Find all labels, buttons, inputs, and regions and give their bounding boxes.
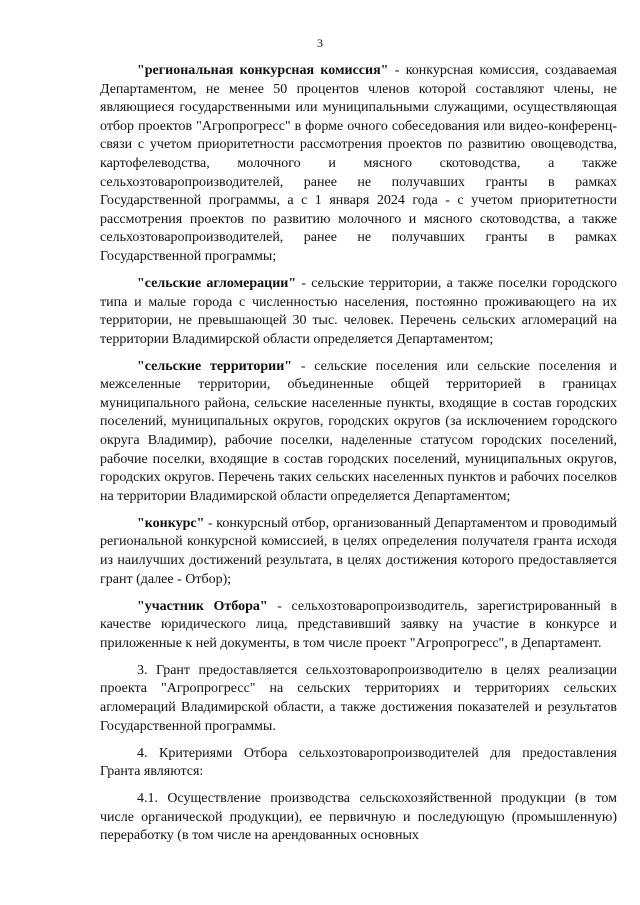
term-regional-commission: "региональная конкурсная комиссия" — [137, 63, 389, 78]
term-rural-territories: "сельские территории" — [137, 358, 293, 374]
term-contest: "конкурс" — [137, 515, 205, 531]
term-participant: "участник Отбора" — [137, 598, 268, 614]
clause-text: 4. Критериями Отбора сельхозтоваропроизводителей для предоставления Гранта являются: — [100, 745, 617, 780]
clause-3 — [100, 662, 617, 736]
clause-4-1 — [100, 790, 617, 846]
definition-rural-agglomerations — [100, 275, 617, 349]
document-body — [100, 62, 617, 854]
definition-regional-commission — [100, 62, 617, 267]
definition-contest — [100, 515, 617, 589]
clause-text: 3. Грант предоставляется сельхозтоваропроизводителю в целях реализации проекта "Агропрогресс" на сельских территориях и территориях сельских агломераций Владимирской области, а также достижения показателей и результатов Государственной программы. — [100, 662, 617, 734]
definition-text: - конкурсный отбор, организованный Департаментом и проводимый региональной конкурсной комиссией, в целях определения получателя гранта исходя из наилучших достижений результата, в целях достижения которого предоставляется грант (далее - Отбор); — [100, 515, 617, 587]
definition-text: - сельские территории, а также поселки городского типа и малые города с численностью населения, постоянно проживающего на их территории, не превышающей 30 тыс. человек. Перечень сельских агломераций на территории Владимирской области определяется Департаментом; — [100, 275, 617, 347]
definition-text: - сельские поселения или сельские поселения и межселенные территории, объединенные общей территорией в границах муниципального района, сельские населенные пункты, входящие в состав городских поселений, муниципальных округов, городских округов (за исключением городского округа Владимир), рабочие поселки, наделенные статусом городских поселений, рабочие поселки, входящие в состав городских поселений, муниципальных округов, городских округов. Перечень таких сельских населенных пунктов и рабочих поселков на территории Владимирской области определяется Департаментом; — [100, 358, 617, 504]
definition-text: - сельхозтоваропроизводитель, зарегистрированный в качестве юридического лица, представивший заявку на участие в конкурсе и приложенные к ней документы, в том числе проект "Агропрогресс", в Департамент. — [100, 598, 617, 651]
clause-text: 4.1. Осуществление производства сельскохозяйственной продукции (в том числе органической продукции), ее первичную и последующую (промышленную) переработку (в том числе на арендованных основных — [100, 791, 617, 844]
term-rural-agglomerations: "сельские агломерации" — [137, 275, 297, 291]
definition-participant — [100, 598, 617, 654]
definition-text: - конкурсная комиссия, создаваемая Департаментом, не менее 50 процентов членов которой составляют члены, не являющиеся государственными или муниципальными служащими, осуществляющая отбор проектов "Агропрогресс" в форме очного собеседования или видео-конференц-связи с учетом приоритетности рассмотрения проектов по развитию овощеводства, картофелеводства, молочного и мясного скотоводства, а также сельхозтоваропроизводителей, ранее не получавших гранты в рамках Государственной программы, а с 1 января 2024 года - с учетом приоритетности рассмотрения проектов по развитию молочного и мясного скотоводства, а также сельхозтоваропроизводителей, ранее не получавших гранты в рамках Государственной программы; — [100, 63, 617, 264]
page-number: 3 — [317, 36, 323, 50]
definition-rural-territories — [100, 358, 617, 507]
clause-4 — [100, 745, 617, 782]
